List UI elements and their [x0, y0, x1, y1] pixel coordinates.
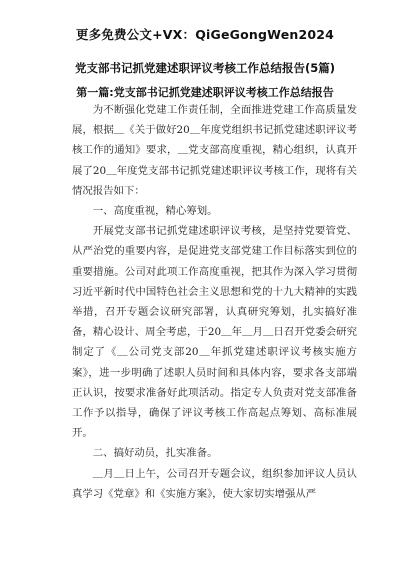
section-heading-1: 一、高度重视，精心筹划。	[92, 205, 218, 218]
body-paragraph-1: 开展党支部书记抓党建述职评议考核，是坚持党要管党、从严治党的重要内容，是促进党支部党建工作目标落实到位的重要措施。公司对此项工作高度重视，把其作为深入学习贯彻习近平新时代中国特色社会主义思想和党的十九大精神的实践举措，召开专题会议研究部署，认真研究筹划，扎实搞好准备，精心设计、周全考虑，于20＿年＿月＿日召开党委会研究制定了《＿公司党支部20＿年抓党建述职评议考核实施方案》，进一步明确了述职人员时间和具体内容，要求各支部端正认识，按要求准备好此项活动。指定专人负责对党支部准备工作予以指导，确保了评议考核工作高起点筹划、高标准展开。	[72, 225, 357, 440]
body-paragraph-intro: 为不断强化党建工作责任制，全面推进党建工作高质量发展，根据＿《关于做好20＿年度党组织书记抓党建述职评议考核工作的通知》要求，＿党支部高度重视，精心组织，认真开展了20＿年度党支部书记抓党建述职评议考核工作，现将有关情况报告如下：	[72, 104, 357, 197]
section-title: 第一篇:党支部书记抓党建述职评议考核工作总结报告	[76, 86, 334, 99]
body-paragraph-2: ＿月＿日上午，公司召开专题会议，组织参加评议人员认真学习《党章》和《实施方案》，使大家切实增强从严	[72, 467, 357, 500]
promo-header: 更多免费公文+VX：QiGeGongWen2024	[75, 27, 335, 42]
document-title: 党支部书记抓党建述职评议考核工作总结报告(5篇)	[74, 61, 335, 75]
document-body	[72, 100, 357, 504]
section-heading-2: 二、搞好动员，扎实准备。	[92, 447, 218, 460]
